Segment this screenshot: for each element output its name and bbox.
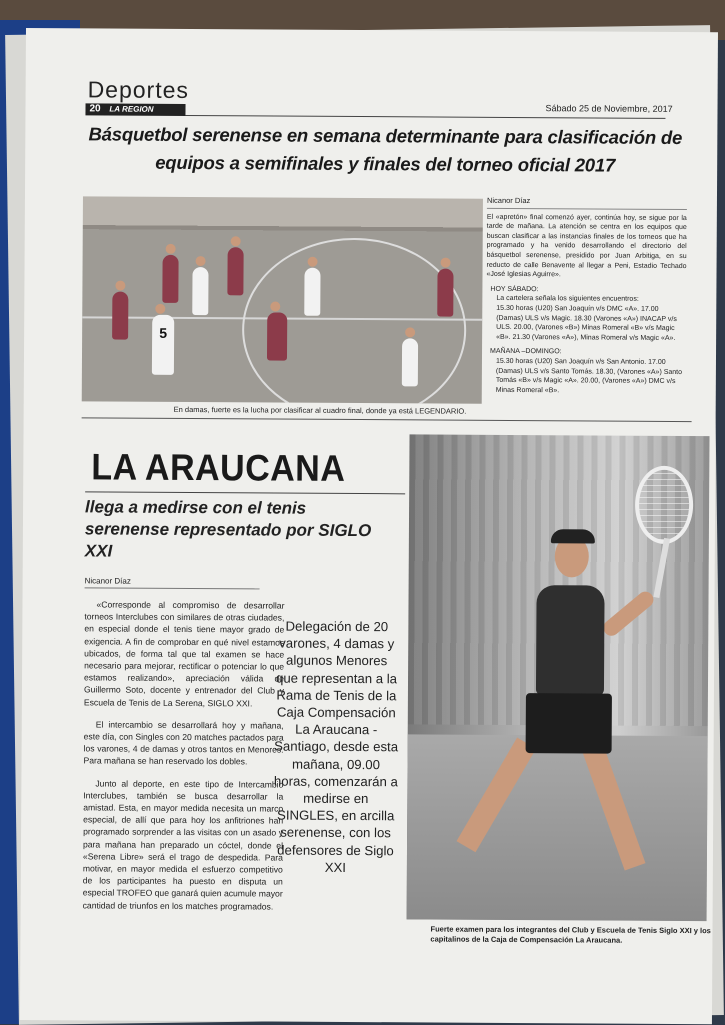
byline: Nicanor Díaz — [85, 576, 260, 589]
player-figure — [227, 247, 243, 295]
tennis-photo — [407, 434, 710, 921]
page-strip — [85, 103, 185, 116]
issue-date: Sábado 25 de Noviembre, 2017 — [545, 103, 673, 114]
tennis-racket-icon — [635, 466, 693, 544]
newspaper-page — [20, 28, 718, 1024]
basketball-photo-caption: En damas, fuerte es la lucha por clasificar al cuadro final, donde ya está LEGENDARIO. — [173, 404, 467, 416]
article-paragraph: Junto al deporte, en este tipo de Intercambio Interclubes, también se busca desarrollar la amistad. Esta, en mayor medida necesita un marco especial, de allí que para hoy los anfitriones han programado sorprender a las visitas con un asado y para mañana han preparado un cóctel, donde el «Serena Libre» será el trago de despedida. Para motivar, en mayor medida el esfuerzo competitivo de los participantes ha puesto en disputa un especial TROFEO que ganará quien acumule mayor cantidad de triunfos en los matches programados. — [82, 778, 284, 912]
article-paragraph: El «apretón» final comenzó ayer, continúa hoy, se sigue por la tarde de mañana. La atención se centra en los equipos que buscan clasificar a las instancias finales de los torneos que ha programado y ha venido desarrollando el directorio del básquetbol serenense, presidido por Juan Arbitiga, en su reducto de calle Benavente al llegar a Peni, Estadio Techado «José Iglesias Aguirre». — [486, 213, 687, 279]
tennis-photo-caption: Fuerte examen para los integrantes del Club y Escuela de Tenis Siglo XXI y los capitalinos de la Caja de Compensación La Araucana. — [430, 924, 711, 945]
player-cap — [551, 529, 595, 543]
schedule-list: 15.30 horas (U20) San Joaquín v/s San Antonio. 17.00 (Damas) ULS v/s Santo Tomás. 18.30, (Varones «A») Santo Tomás «B» v/s Magic «A». 20.00, (Varones «A») DMC v/s Minas Romeral «B». — [495, 357, 683, 394]
byline: Nicanor Díaz — [487, 196, 687, 210]
player-figure — [437, 269, 453, 317]
player-figure — [402, 338, 418, 386]
player-figure — [304, 268, 320, 316]
pull-quote: Delegación de 20 varones, 4 damas y algunos Menores que representan a la Rama de Tenis de la Caja Compensación La Araucana - Santiago, desde esta mañana, 09.00 horas, comenzarán a medirse en SINGLES, en arcilla serenense, con los defensores de Siglo XXI — [273, 618, 399, 875]
section-divider — [82, 417, 692, 422]
basketball-article — [486, 196, 687, 396]
page-number: 20 — [89, 103, 101, 115]
header-rule — [185, 115, 665, 119]
title-rule — [85, 491, 405, 494]
court-floor — [407, 734, 708, 921]
section-title: Deportes — [87, 76, 190, 103]
player-figure — [192, 267, 208, 315]
schedule-heading: MAÑANA –DOMINGO: — [490, 348, 562, 356]
publication-name: LA REGION — [109, 104, 154, 114]
schedule-text: La cartelera señala los siguientes encuentros: — [496, 295, 639, 304]
basketball-headline: Básquetbol serenense en semana determinante para clasificación de equipos a semifinales y finales del torneo oficial 2017 — [88, 123, 683, 176]
schedule-list: 15.30 horas (U20) San Joaquín v/s DMC «A». 17.00 (Damas) ULS v/s Magic. 18.30 (Varones «A») INACAP v/s ULS. 20.00, (Varones «B») Minas Romeral «B» v/s Magic «B». 21.30 (Varones «A»), Minas Romeral v/s Magic «A». — [496, 304, 677, 342]
player-figure — [152, 315, 174, 375]
tennis-subhead: llega a medirse con el tenis serenense representado por SIGLO XXI — [84, 497, 372, 561]
basketball-photo — [82, 196, 483, 403]
article-paragraph: «Corresponde al compromiso de desarrollar torneos Interclubes con similares de otras ciudades, en especial donde el tenis tiene mayor grado de exigencia. A fin de comprobar en qué nivel estamos ubicados, de forma tal que tal examen se hace necesario para mejorar, rectificar o potenciar lo que estamos realizando», apreciación válida de Guillermo Soto, docente y entrenador del Club y Escuela de Tenis de La Serena, SIGLO XXI. — [83, 599, 285, 709]
player-shirt — [536, 585, 605, 695]
tennis-title: LA ARAUCANA — [91, 446, 346, 489]
tennis-article — [83, 598, 285, 922]
jersey-number: 5 — [159, 324, 168, 341]
player-figure — [267, 312, 287, 360]
article-paragraph: El intercambio se desarrollará hoy y mañana, este día, con Singles con 20 matches pactados para los varones, 4 de damas y otros tantos en Menores. Para mañana se han reservado los dobles. — [83, 719, 284, 767]
player-shorts — [526, 693, 612, 754]
schedule-heading: HOY SÁBADO: — [490, 285, 539, 293]
player-figure — [162, 255, 178, 303]
player-figure — [112, 292, 128, 340]
